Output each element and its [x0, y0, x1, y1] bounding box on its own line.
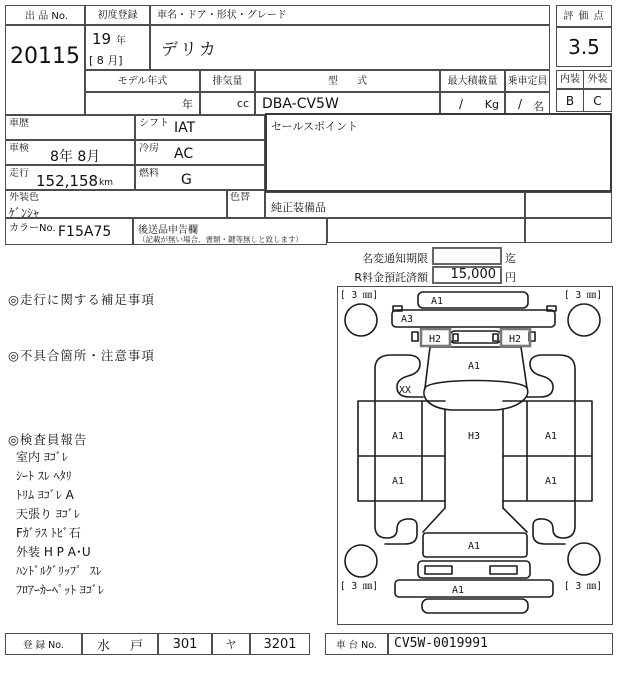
mileage-value: 152,158: [36, 172, 99, 190]
zone-door-left-rear: A1: [391, 476, 405, 487]
first-reg-year: [92, 30, 126, 48]
max-load-unit: Kg: [484, 98, 499, 111]
model-year-value: 年: [85, 92, 200, 115]
max-load-cell: [440, 92, 505, 115]
front-panel-tab-left: [393, 306, 402, 311]
oem-equipment-label: 純正装備品: [271, 201, 326, 214]
late-items-label: 後送品申告欄: [138, 225, 198, 236]
inspector-item: ｼｰﾄ ｽﾚ ﾍﾀﾘ: [16, 469, 72, 483]
first-reg-year-value: 19: [92, 30, 112, 48]
capacity-cell: [505, 92, 550, 115]
tread-rear-left: [ 3 ㎜]: [340, 581, 379, 592]
interior-grade-header: 内装: [556, 70, 584, 89]
exterior-color-label: 外装色: [9, 192, 39, 203]
wiper-clip-right: [493, 334, 498, 341]
score-value: 3.5: [556, 27, 612, 67]
first-reg-cell: [85, 25, 150, 70]
zone-tailgate: A1: [467, 541, 481, 552]
vehicle-name-value: デリカ: [161, 40, 218, 60]
oem-equipment-cell: [265, 192, 525, 218]
fuel-label: 燃料: [139, 168, 159, 179]
tire-front-right: [568, 304, 600, 336]
capacity-header: 乗車定員: [505, 70, 550, 92]
registration-kana: ヤ: [212, 633, 250, 655]
model-year-header: モデル年式: [85, 70, 200, 92]
vehicle-name-cell: [150, 25, 550, 70]
zone-wiper-right: H2: [508, 334, 522, 345]
zone-door-right-front: A1: [544, 431, 558, 442]
sales-point-label: セールスポイント: [271, 120, 359, 133]
rear-transition-shape: [423, 508, 527, 532]
history-label: 車歴: [9, 118, 29, 129]
damage-diagram-box: [337, 286, 613, 625]
roof-center-shape: [445, 410, 503, 508]
vehicle-name-header: 車名・ドア・形状・グレード: [150, 5, 550, 25]
inspector-report-title: ◎検査員報告: [8, 432, 88, 447]
aircon-label: 冷房: [139, 143, 159, 154]
cowl-shape: [424, 381, 528, 411]
inspector-item: ﾌﾛｱｰｶｰﾍﾟｯﾄ ﾖｺﾞﾚ: [16, 583, 104, 597]
zone-fender-left: XX: [398, 385, 412, 396]
inspector-report-list: [16, 448, 316, 608]
zone-roof-center: H3: [467, 431, 481, 442]
zone-wiper-left: H2: [428, 334, 442, 345]
vehicle-diagram: [338, 287, 611, 623]
max-load-slash: /: [459, 97, 464, 111]
color-no-value: F15A75: [58, 224, 112, 240]
max-load-header: 最大積載量: [440, 70, 505, 92]
model-code-value: DBA-CV5W: [262, 96, 339, 112]
tire-front-left: [345, 304, 377, 336]
fender-right-shape: [527, 355, 575, 400]
inspector-item: Fｶﾞﾗｽ ﾄﾋﾞ石: [16, 526, 81, 540]
quarter-left-shape: [375, 501, 417, 544]
exterior-grade-header: 外装: [583, 70, 612, 89]
zone-windshield: A1: [467, 361, 481, 372]
rear-light-right: [490, 566, 517, 574]
registration-no-label: 登 録 No.: [5, 633, 82, 655]
first-reg-year-unit: 年: [115, 36, 126, 47]
wiper-clip-left: [453, 334, 458, 341]
tire-rear-left: [345, 545, 377, 577]
inspection-label: 車検: [9, 143, 29, 154]
model-code-header: 型 式: [255, 70, 440, 92]
inspection-value: 8年 8月: [50, 149, 101, 165]
exterior-grade-value: C: [583, 89, 612, 112]
rear-light-bar: [418, 561, 530, 578]
lot-no-value: 20115: [10, 44, 80, 69]
zone-front-panel: A3: [400, 314, 414, 325]
inspector-item: 外装 H P A･U: [16, 545, 91, 559]
color-no-cell: [5, 218, 133, 245]
chassis-no-label: 車 台 No.: [325, 633, 388, 655]
oem-equipment-right-cell-2: [525, 218, 612, 243]
mileage-cell: [5, 165, 135, 190]
zone-door-right-rear: A1: [544, 476, 558, 487]
name-change-deadline-suffix: 迄: [505, 252, 516, 265]
model-code-cell: [255, 92, 440, 115]
inspector-item: ﾄﾘﾑ ﾖｺﾞﾚ A: [16, 488, 74, 502]
inspector-item: 天張り ﾖｺﾞﾚ: [16, 507, 80, 521]
oem-equipment-right-cell: [525, 192, 612, 218]
front-panel-tab-right: [547, 306, 556, 311]
history-cell: [5, 115, 135, 140]
color-no-label: カラーNo.: [9, 223, 56, 234]
front-panel-shape: [392, 310, 555, 327]
registration-number: 3201: [250, 633, 310, 655]
mileage-label: 走行: [9, 168, 29, 179]
capacity-unit: 名: [533, 100, 544, 113]
late-items-cell: [133, 218, 327, 245]
zone-door-left-front: A1: [391, 431, 405, 442]
mileage-unit: km: [99, 178, 113, 188]
inspector-item: ﾊﾝﾄﾞﾙｸﾞﾘｯﾌﾟ ｽﾚ: [16, 564, 102, 578]
shift-value: IAT: [174, 120, 196, 136]
zone-rear-bumper: A1: [451, 585, 465, 596]
aircon-value: AC: [174, 146, 194, 162]
lot-no-label: 出 品 No.: [25, 10, 68, 22]
tire-rear-right: [568, 543, 600, 575]
aircon-cell: [135, 140, 265, 165]
sales-point-box: [265, 113, 612, 192]
first-reg-header: [85, 5, 150, 25]
fuel-value: G: [181, 172, 192, 188]
wiper-tab-left: [412, 332, 418, 341]
rear-lower-strip: [422, 599, 528, 613]
inspector-item: 室内 ﾖｺﾞﾚ: [16, 450, 68, 464]
registration-class: 301: [158, 633, 212, 655]
recycle-fee-label: R料金預託済額: [354, 271, 428, 284]
fuel-cell: [135, 165, 265, 190]
tread-front-left: [ 3 ㎜]: [340, 290, 379, 301]
defects-title: ◎不具合箇所・注意事項: [8, 348, 155, 363]
registration-area: 水 戸: [82, 633, 158, 655]
zone-roof-front: A1: [430, 296, 444, 307]
chassis-no-value: CV5W-0019991: [388, 633, 613, 655]
color-change-label: 色替: [230, 192, 250, 203]
exterior-color-cell: [5, 190, 227, 218]
tread-rear-right: [ 3 ㎜]: [564, 581, 603, 592]
score-header: [556, 5, 612, 27]
interior-grade-value: B: [556, 89, 584, 112]
lot-no-header: [5, 5, 85, 25]
first-reg-label: 初度登録: [97, 9, 138, 21]
rear-light-left: [425, 566, 452, 574]
tread-front-right: [ 3 ㎜]: [564, 290, 603, 301]
late-items-note: （記載が無い場合、書類・鍵等無しと致します）: [138, 235, 303, 244]
displacement-header: 排気量: [200, 70, 255, 92]
mileage-notes-title: ◎走行に関する補足事項: [8, 292, 155, 307]
inspection-cell: [5, 140, 135, 165]
oem-equipment-cell-2: [327, 218, 525, 243]
first-reg-month: [ 8 月]: [89, 54, 123, 67]
displacement-value: cc: [200, 92, 255, 115]
shift-label: シフト: [139, 118, 169, 129]
quarter-right-shape: [533, 501, 575, 544]
lot-no-cell: [5, 25, 85, 115]
name-change-deadline-box: [432, 247, 502, 265]
name-change-deadline-label: 名変通知期限: [362, 252, 428, 265]
capacity-slash: /: [518, 97, 523, 111]
shift-cell: [135, 115, 265, 140]
rear-bumper-shape: [395, 580, 553, 597]
recycle-fee-box: 15,000: [432, 266, 502, 284]
color-change-cell: [227, 190, 265, 218]
recycle-fee-suffix: 円: [505, 271, 516, 284]
score-label: 評 価 点: [563, 10, 605, 22]
exterior-color-value: ｹﾞﾝｼｬ: [9, 206, 40, 218]
